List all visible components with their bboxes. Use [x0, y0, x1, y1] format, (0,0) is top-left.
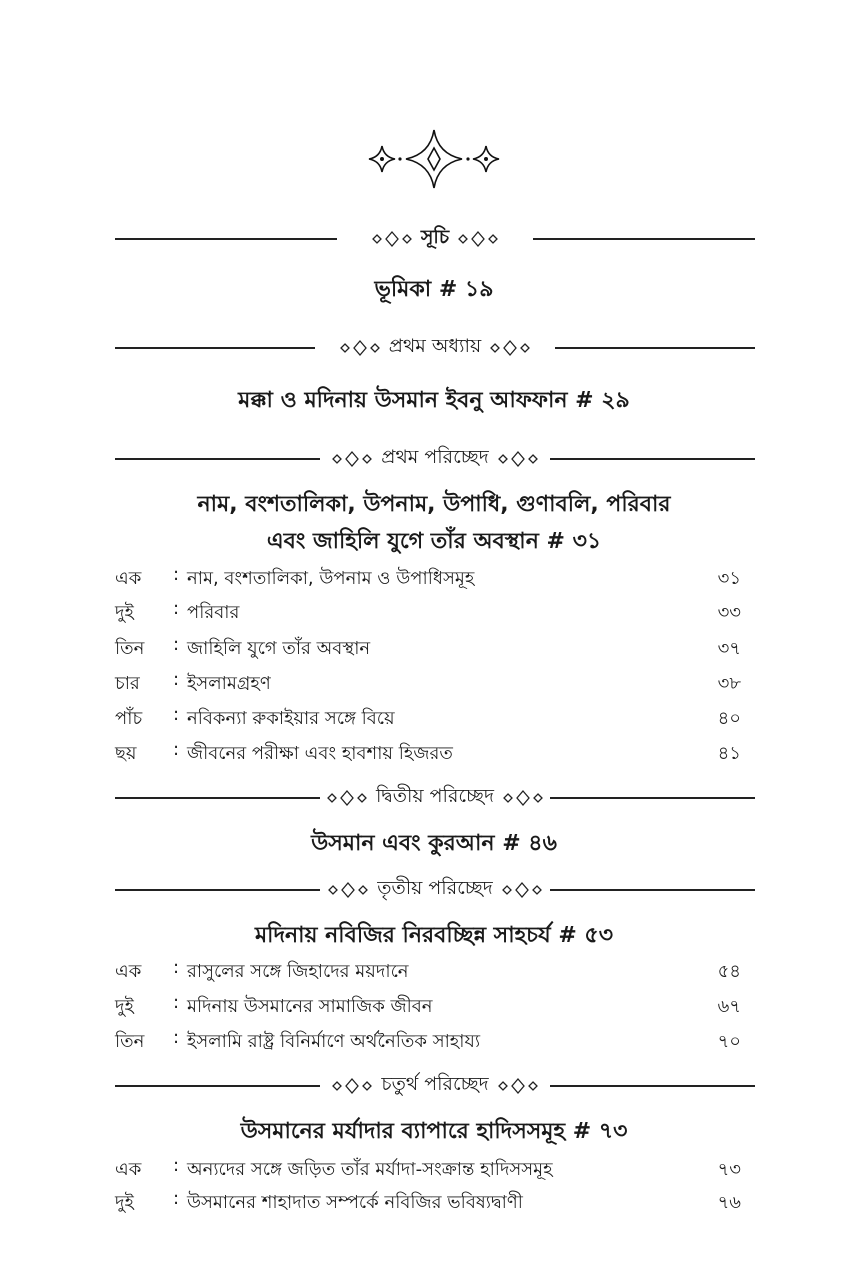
entry-page: ৩১ — [717, 568, 741, 589]
entry-title: নবিকন্যা রুকাইয়ার সঙ্গে বিয়ে — [187, 708, 395, 729]
preface-heading[interactable]: ভূমিকা # ১৯ — [374, 277, 494, 302]
entry-page: ৫৪ — [717, 961, 741, 982]
diamond-left-icon — [327, 882, 369, 898]
entry-colon: : — [173, 704, 180, 725]
entry-title: নাম, বংশতালিকা, উপনাম ও উপাধিসমূহ — [187, 568, 475, 589]
entry-title: ইসলামি রাষ্ট্র বিনির্মাণে অর্থনৈতিক সাহায্য — [187, 1031, 481, 1052]
entry-colon: : — [173, 669, 180, 690]
section-divider — [115, 875, 755, 905]
entry-page: ৩৭ — [717, 638, 741, 659]
section-title[interactable]: উসমানের মর্যাদার ব্যাপারে হাদিসসমূহ # ৭৩ — [240, 1119, 628, 1144]
entry-number: দুই — [115, 602, 134, 623]
entry-number: এক — [115, 1159, 142, 1180]
entry-colon: : — [173, 739, 180, 760]
entry-colon: : — [173, 1155, 180, 1176]
entry-number: দুই — [115, 996, 134, 1017]
section-divider — [115, 1071, 755, 1101]
section-title-line1[interactable]: নাম, বংশতালিকা, উপনাম, উপাধি, গুণাবলি, পরিবার — [197, 492, 671, 517]
chapter-divider — [115, 333, 755, 363]
entry-title: জীবনের পরীক্ষা এবং হাবশায় হিজরত — [187, 743, 453, 764]
toc-entry[interactable] — [115, 598, 755, 628]
entry-number: পাঁচ — [115, 708, 143, 729]
entry-page: ৪০ — [717, 708, 741, 729]
toc-title: সূচি — [420, 226, 450, 248]
entry-number: দুই — [115, 1192, 134, 1213]
toc-title-divider — [115, 224, 755, 254]
diamond-left-icon — [339, 340, 381, 356]
entry-title: রাসুলের সঙ্গে জিহাদের ময়দানে — [187, 961, 409, 982]
entry-colon: : — [173, 564, 180, 585]
section-label: তৃতীয় পরিচ্ছেদ — [377, 877, 493, 899]
diamond-right-icon — [497, 451, 539, 467]
entry-title: অন্যদের সঙ্গে জড়িত তাঁর মর্যাদা-সংক্রান্ত হাদিসসমূহ — [187, 1159, 553, 1180]
section-divider — [115, 444, 755, 474]
chapter-label: প্রথম অধ্যায় — [388, 335, 482, 357]
toc-entry[interactable] — [115, 1155, 755, 1185]
diamond-left-icon — [331, 451, 373, 467]
toc-entry[interactable] — [115, 669, 755, 699]
diamond-right-icon — [489, 340, 531, 356]
toc-entry[interactable] — [115, 739, 755, 769]
entry-colon: : — [173, 1188, 180, 1209]
diamond-left-icon — [326, 790, 368, 806]
chapter-title[interactable]: মক্কা ও মদিনায় উসমান ইবনু আফফান # ২৯ — [238, 388, 630, 413]
section-divider — [115, 783, 755, 813]
entry-number: চার — [115, 673, 140, 694]
entry-colon: : — [173, 598, 180, 619]
diamond-right-icon — [502, 790, 544, 806]
entry-colon: : — [173, 1027, 180, 1048]
entry-page: ৬৭ — [717, 996, 741, 1017]
entry-title: ইসলামগ্রহণ — [187, 673, 271, 694]
entry-colon: : — [173, 957, 180, 978]
entry-page: ৪১ — [717, 743, 741, 764]
entry-title: জাহিলি যুগে তাঁর অবস্থান — [187, 638, 371, 659]
section-title[interactable]: উসমান এবং কুরআন # ৪৬ — [311, 831, 557, 856]
diamond-right-icon — [457, 231, 499, 247]
entry-colon: : — [173, 634, 180, 655]
entry-title: মদিনায় উসমানের সামাজিক জীবন — [187, 996, 433, 1017]
section-label: দ্বিতীয় পরিচ্ছেদ — [375, 785, 495, 807]
entry-number: তিন — [115, 638, 145, 659]
diamond-right-icon — [497, 1078, 539, 1094]
entry-page: ৭৬ — [717, 1192, 741, 1213]
entry-number: এক — [115, 568, 142, 589]
toc-entry[interactable] — [115, 704, 755, 734]
entry-page: ৭০ — [717, 1031, 741, 1052]
section-label: চতুর্থ পরিচ্ছেদ — [381, 1073, 489, 1095]
entry-page: ৩৩ — [717, 602, 741, 623]
entry-number: এক — [115, 961, 142, 982]
entry-title: উসমানের শাহাদাত সম্পর্কে নবিজির ভবিষ্যদ্বাণী — [187, 1192, 523, 1213]
star-ornament-icon — [364, 124, 504, 194]
entry-colon: : — [173, 992, 180, 1013]
section-label: প্রথম পরিচ্ছেদ — [381, 446, 489, 468]
entry-title: পরিবার — [187, 602, 240, 623]
toc-entry[interactable] — [115, 957, 755, 987]
entry-number: ছয় — [115, 743, 137, 764]
diamond-left-icon — [371, 231, 413, 247]
toc-entry[interactable] — [115, 992, 755, 1022]
diamond-right-icon — [501, 882, 543, 898]
entry-page: ৩৮ — [717, 673, 741, 694]
entry-page: ৭৩ — [717, 1159, 741, 1180]
toc-entry[interactable] — [115, 1027, 755, 1057]
entry-number: তিন — [115, 1031, 145, 1052]
section-title[interactable]: মদিনায় নবিজির নিরবচ্ছিন্ন সাহচর্য # ৫৩ — [254, 923, 614, 948]
toc-entry[interactable] — [115, 1188, 755, 1218]
section-title-line2[interactable]: এবং জাহিলি যুগে তাঁর অবস্থান # ৩১ — [266, 529, 602, 554]
toc-entry[interactable] — [115, 564, 755, 594]
toc-entry[interactable] — [115, 634, 755, 664]
diamond-left-icon — [331, 1078, 373, 1094]
